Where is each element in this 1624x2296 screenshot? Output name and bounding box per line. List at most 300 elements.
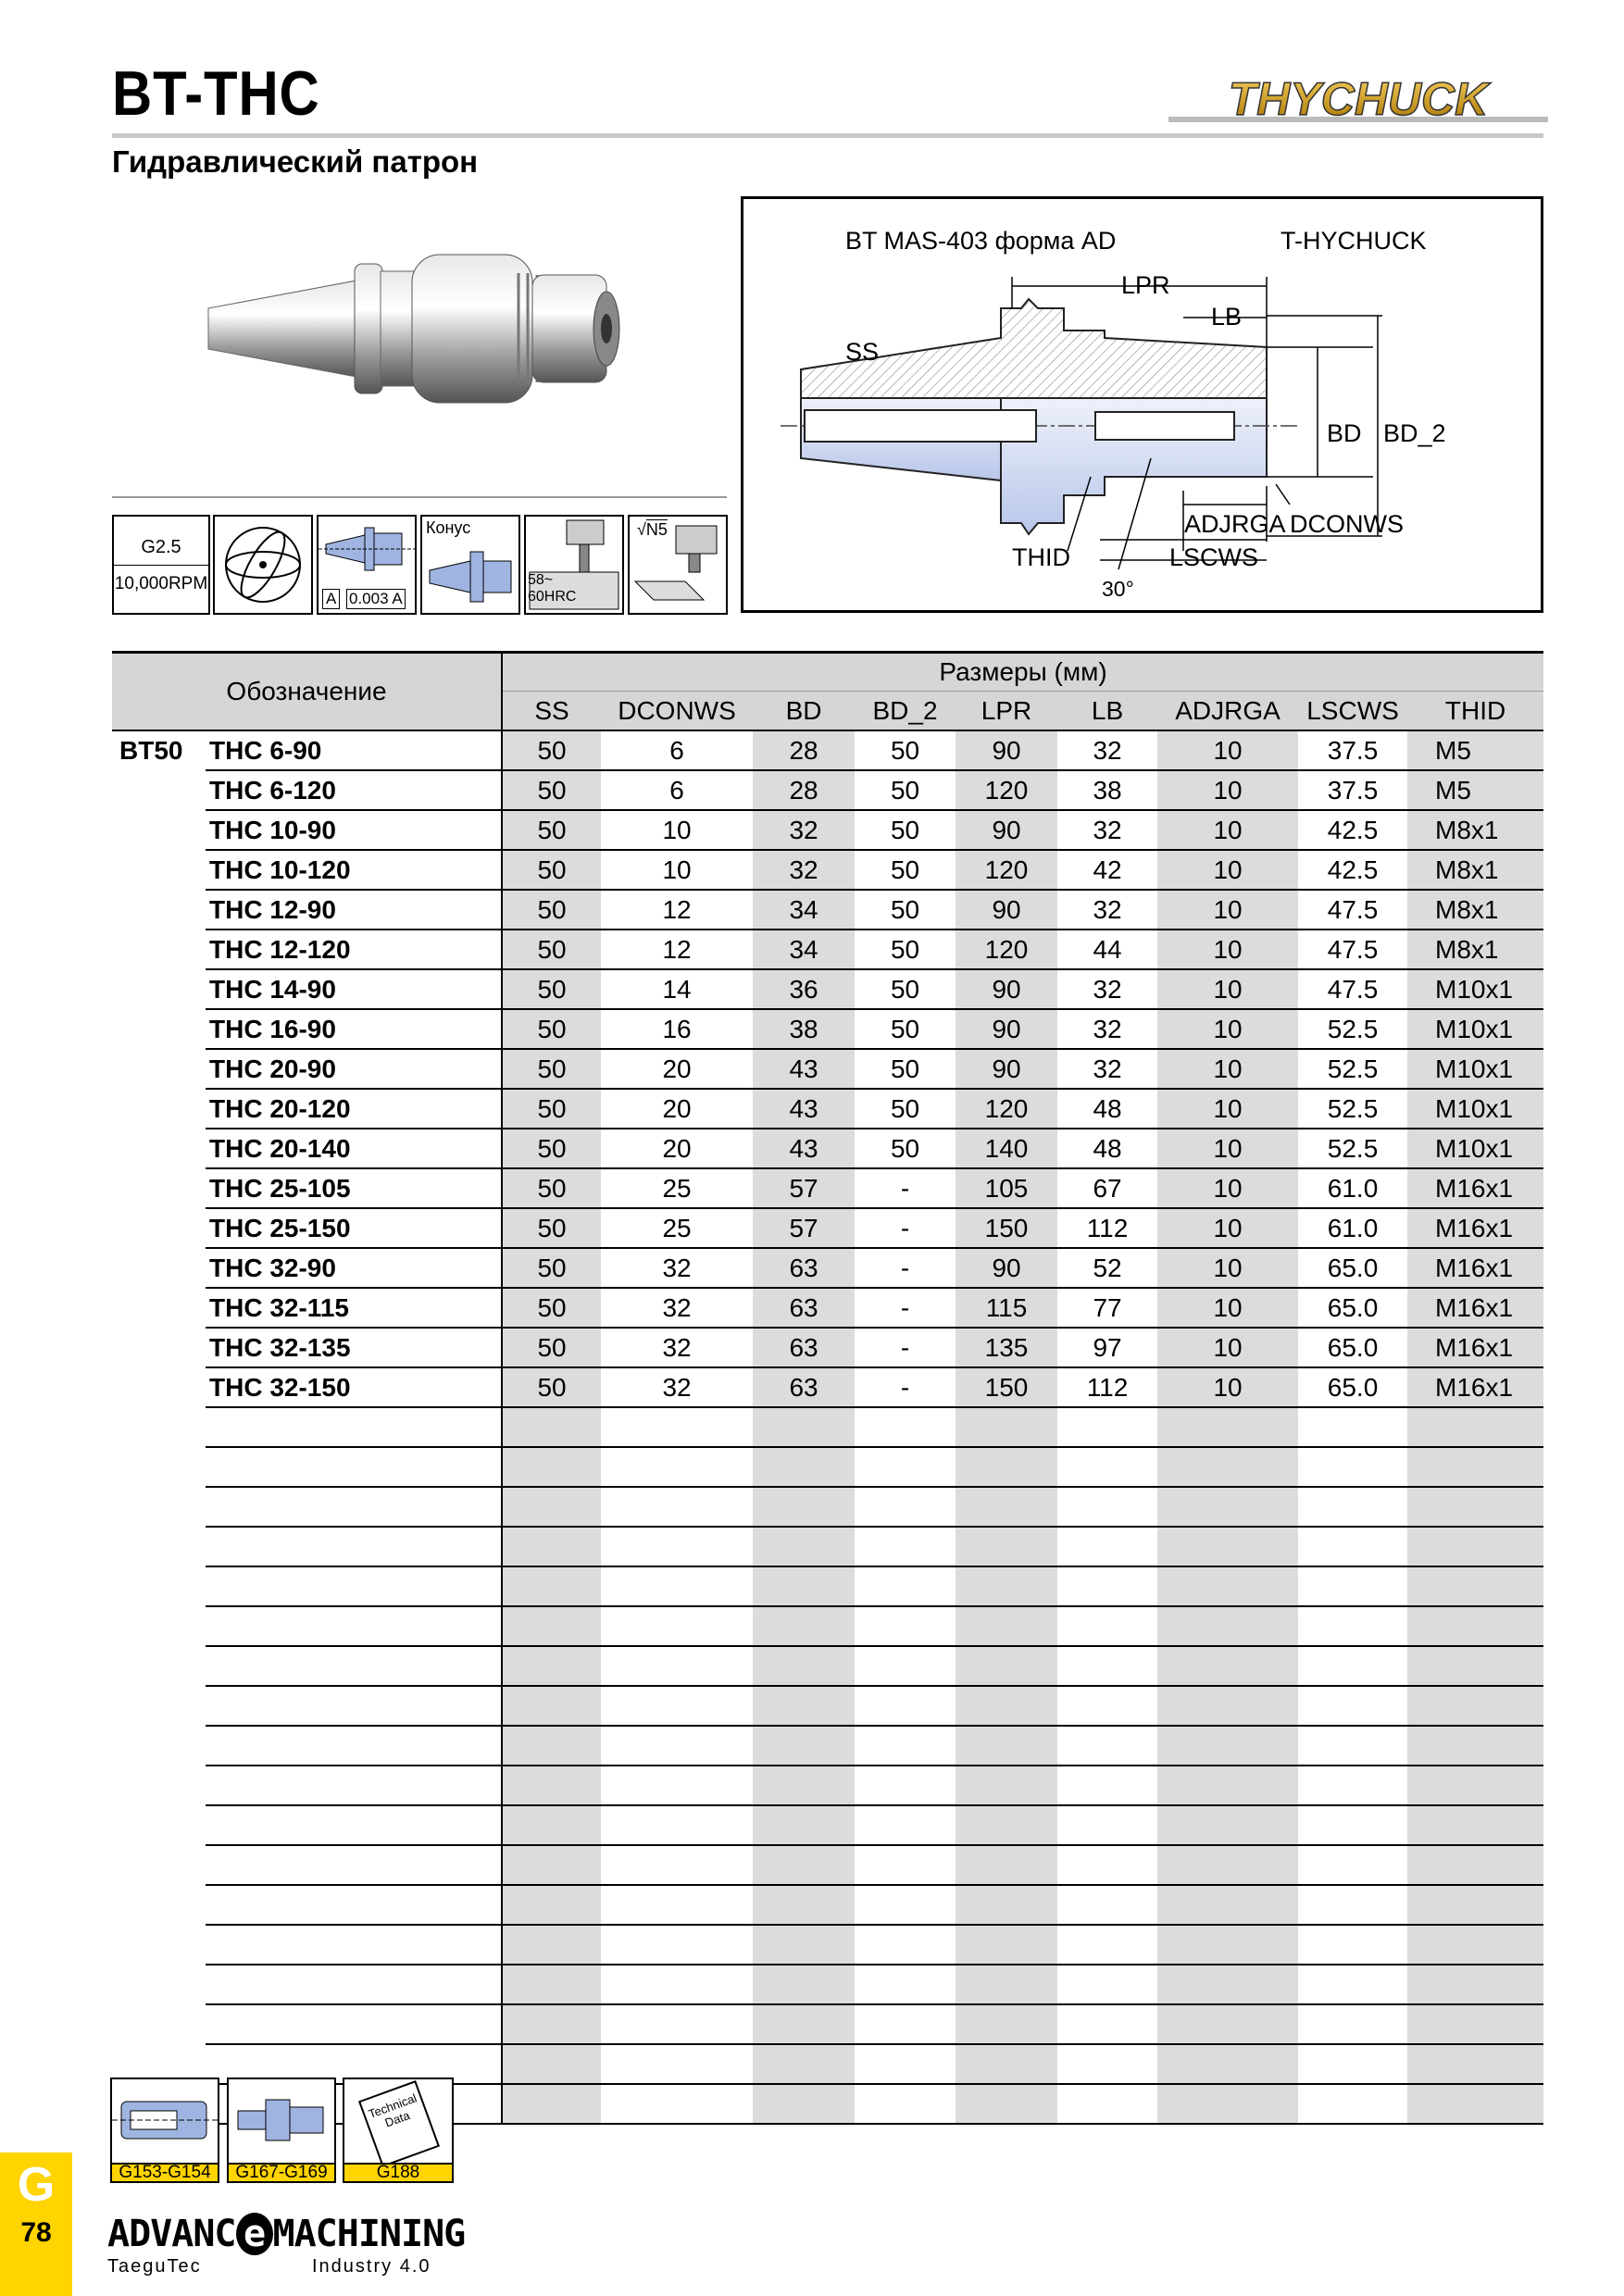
cell-bd_2 xyxy=(855,1527,956,1566)
cell-lscws xyxy=(1298,2004,1407,2044)
designation-cell: THC 20-90 xyxy=(206,1049,502,1089)
cell-bd: 32 xyxy=(753,850,855,890)
cell-ss xyxy=(502,2004,601,2044)
cell-bd_2 xyxy=(855,1606,956,1646)
cell-bd_2: - xyxy=(855,1248,956,1288)
cell-bd_2 xyxy=(855,2044,956,2084)
designation-cell xyxy=(206,1527,502,1566)
cell-adjrga xyxy=(1157,1686,1298,1726)
group-cell xyxy=(112,1527,206,1566)
group-cell: BT50 xyxy=(119,736,183,765)
cell-lpr: 140 xyxy=(956,1129,1057,1168)
group-cell xyxy=(112,1208,206,1248)
table-row xyxy=(112,730,1543,770)
table-row xyxy=(112,1248,1543,1288)
group-cell xyxy=(112,1288,206,1328)
cell-bd_2 xyxy=(855,1885,956,1925)
balance-grade: G2.5 xyxy=(141,537,181,557)
cell-bd xyxy=(753,1646,855,1686)
designation-cell xyxy=(206,1925,502,1965)
cell-ss xyxy=(502,1407,601,1447)
title-divider xyxy=(112,133,1543,138)
cell-lscws xyxy=(1298,1487,1407,1527)
cell-bd xyxy=(753,2004,855,2044)
group-cell xyxy=(112,890,206,930)
table-row xyxy=(112,1925,1543,1965)
cell-lpr: 120 xyxy=(956,1089,1057,1129)
cell-lpr xyxy=(956,1805,1057,1845)
cell-dconws: 25 xyxy=(601,1208,753,1248)
cell-bd_2: 50 xyxy=(855,969,956,1009)
group-cell xyxy=(112,1447,206,1487)
cell-adjrga: 10 xyxy=(1157,1248,1298,1288)
cell-lb: 112 xyxy=(1057,1367,1157,1407)
dim-lpr: LPR xyxy=(1121,271,1170,299)
column-header-adjrga: ADJRGA xyxy=(1157,692,1298,731)
cell-ss: 50 xyxy=(502,1248,601,1288)
cell-adjrga xyxy=(1157,1527,1298,1566)
cell-adjrga xyxy=(1157,2044,1298,2084)
column-header-ss: SS xyxy=(502,692,601,731)
cell-dconws xyxy=(601,1925,753,1965)
cell-adjrga: 10 xyxy=(1157,969,1298,1009)
cell-lpr: 90 xyxy=(956,1009,1057,1049)
cell-lscws xyxy=(1298,1885,1407,1925)
technical-data-label: Technical Data xyxy=(358,2080,440,2167)
cell-ss: 50 xyxy=(502,1367,601,1407)
cell-lpr: 150 xyxy=(956,1208,1057,1248)
group-cell xyxy=(112,1407,206,1447)
cell-dconws xyxy=(601,2004,753,2044)
cell-thid xyxy=(1407,1527,1543,1566)
cell-thid: M5 xyxy=(1407,730,1543,770)
cell-thid: M16x1 xyxy=(1407,1168,1543,1208)
table-row xyxy=(112,1845,1543,1885)
cell-bd xyxy=(753,1766,855,1805)
cell-bd: 38 xyxy=(753,1009,855,1049)
cell-lscws xyxy=(1298,2044,1407,2084)
cell-thid xyxy=(1407,1407,1543,1447)
cell-thid: M16x1 xyxy=(1407,1367,1543,1407)
cell-ss: 50 xyxy=(502,770,601,810)
cell-lpr xyxy=(956,1925,1057,1965)
cell-lb: 32 xyxy=(1057,1049,1157,1089)
cell-bd_2: 50 xyxy=(855,810,956,850)
cell-dconws xyxy=(601,1646,753,1686)
group-cell xyxy=(112,1248,206,1288)
cell-bd_2: - xyxy=(855,1288,956,1328)
cell-bd: 36 xyxy=(753,969,855,1009)
cell-dconws xyxy=(601,1766,753,1805)
cell-dconws xyxy=(601,1885,753,1925)
cell-lb xyxy=(1057,1407,1157,1447)
designation-cell xyxy=(206,1606,502,1646)
cell-lpr xyxy=(956,1447,1057,1487)
cell-lpr xyxy=(956,1566,1057,1606)
runout-value: 0.003 xyxy=(349,590,389,607)
cell-adjrga xyxy=(1157,1766,1298,1805)
cell-dconws xyxy=(601,1845,753,1885)
cell-dconws: 20 xyxy=(601,1129,753,1168)
table-row xyxy=(112,1646,1543,1686)
cell-thid: M8x1 xyxy=(1407,930,1543,969)
table-row xyxy=(112,1965,1543,2004)
cell-ss: 50 xyxy=(502,1288,601,1328)
cell-thid: M8x1 xyxy=(1407,850,1543,890)
cell-bd_2: 50 xyxy=(855,930,956,969)
cell-bd xyxy=(753,1925,855,1965)
group-cell xyxy=(112,810,206,850)
cell-dconws xyxy=(601,1487,753,1527)
cell-lb: 97 xyxy=(1057,1328,1157,1367)
cell-ss xyxy=(502,1646,601,1686)
cell-bd_2: 50 xyxy=(855,1009,956,1049)
cell-lpr xyxy=(956,1686,1057,1726)
table-row xyxy=(112,2004,1543,2044)
brand-e: e xyxy=(236,2213,273,2255)
balance-icon xyxy=(112,515,210,615)
group-cell xyxy=(112,1129,206,1168)
cell-adjrga xyxy=(1157,1885,1298,1925)
cell-thid xyxy=(1407,2044,1543,2084)
cell-thid: M8x1 xyxy=(1407,810,1543,850)
brand-tagline: Industry 4.0 xyxy=(312,2256,431,2277)
table-row xyxy=(112,1208,1543,1248)
cell-lb: 38 xyxy=(1057,770,1157,810)
cell-lb xyxy=(1057,1566,1157,1606)
reference-link-1[interactable]: G153-G154 xyxy=(110,2163,219,2183)
cell-thid xyxy=(1407,1805,1543,1845)
cell-lscws xyxy=(1298,1686,1407,1726)
table-row xyxy=(112,969,1543,1009)
cell-lb: 32 xyxy=(1057,810,1157,850)
cell-adjrga xyxy=(1157,1726,1298,1766)
column-header-dconws: DCONWS xyxy=(601,692,753,731)
cell-thid: M10x1 xyxy=(1407,1089,1543,1129)
cell-lpr: 105 xyxy=(956,1168,1057,1208)
cell-lpr: 90 xyxy=(956,890,1057,930)
cell-dconws: 6 xyxy=(601,730,753,770)
table-row xyxy=(112,1129,1543,1168)
cell-lb xyxy=(1057,1527,1157,1566)
cell-ss: 50 xyxy=(502,890,601,930)
cell-dconws: 14 xyxy=(601,969,753,1009)
cell-lpr xyxy=(956,2084,1057,2124)
cell-adjrga: 10 xyxy=(1157,1168,1298,1208)
designation-cell xyxy=(206,1686,502,1726)
surface-value: N5 xyxy=(645,520,668,539)
cell-bd_2 xyxy=(855,1447,956,1487)
table-row xyxy=(112,1527,1543,1566)
group-cell xyxy=(112,1766,206,1805)
hardness-line-1: 58~ xyxy=(528,572,554,588)
cell-adjrga: 10 xyxy=(1157,930,1298,969)
group-cell xyxy=(112,1606,206,1646)
cell-lpr: 90 xyxy=(956,730,1057,770)
cell-lscws xyxy=(1298,2084,1407,2124)
cell-lb: 32 xyxy=(1057,1009,1157,1049)
cell-dconws: 20 xyxy=(601,1049,753,1089)
group-cell xyxy=(112,1726,206,1766)
cell-thid: M16x1 xyxy=(1407,1208,1543,1248)
designation-cell: THC 25-150 xyxy=(206,1208,502,1248)
cell-thid xyxy=(1407,1845,1543,1885)
cell-bd_2 xyxy=(855,1925,956,1965)
cell-dconws xyxy=(601,1447,753,1487)
cell-bd xyxy=(753,1407,855,1447)
cell-adjrga xyxy=(1157,1965,1298,2004)
designation-cell xyxy=(206,1566,502,1606)
cell-adjrga xyxy=(1157,2084,1298,2124)
cell-bd_2 xyxy=(855,1845,956,1885)
cell-ss xyxy=(502,1726,601,1766)
cell-lb: 42 xyxy=(1057,850,1157,890)
cell-ss xyxy=(502,1566,601,1606)
cell-dconws: 16 xyxy=(601,1009,753,1049)
group-cell xyxy=(112,1885,206,1925)
cell-thid xyxy=(1407,2084,1543,2124)
cell-adjrga xyxy=(1157,1606,1298,1646)
cell-dconws xyxy=(601,1527,753,1566)
cell-dconws xyxy=(601,1606,753,1646)
table-row xyxy=(112,1606,1543,1646)
designation-cell xyxy=(206,1447,502,1487)
thychuck-logo xyxy=(1168,74,1548,133)
cell-lb: 32 xyxy=(1057,969,1157,1009)
cell-ss: 50 xyxy=(502,730,601,770)
cell-dconws: 20 xyxy=(601,1089,753,1129)
technical-drawing xyxy=(741,196,1543,613)
cell-lscws: 52.5 xyxy=(1298,1089,1407,1129)
cell-lb: 48 xyxy=(1057,1089,1157,1129)
cell-ss: 50 xyxy=(502,1168,601,1208)
cell-bd_2 xyxy=(855,1766,956,1805)
cell-ss: 50 xyxy=(502,930,601,969)
reference-link-2[interactable]: G167-G169 xyxy=(227,2163,336,2183)
cell-dconws xyxy=(601,2084,753,2124)
cell-ss: 50 xyxy=(502,1089,601,1129)
group-cell xyxy=(112,850,206,890)
cell-lscws: 65.0 xyxy=(1298,1248,1407,1288)
cell-lpr xyxy=(956,1646,1057,1686)
cell-bd_2 xyxy=(855,1965,956,2004)
cell-bd_2: - xyxy=(855,1328,956,1367)
designation-cell xyxy=(206,1845,502,1885)
cell-bd: 57 xyxy=(753,1208,855,1248)
cell-ss xyxy=(502,2044,601,2084)
dim-lb: LB xyxy=(1211,303,1243,331)
page-title: BT-THC xyxy=(112,58,320,129)
cell-ss xyxy=(502,1805,601,1845)
cell-ss xyxy=(502,1527,601,1566)
cell-lscws xyxy=(1298,1805,1407,1845)
group-cell xyxy=(112,1965,206,2004)
standard-label: BT MAS-403 форма AD xyxy=(845,227,1117,255)
section-letter: G xyxy=(17,2158,56,2212)
cell-bd: 32 xyxy=(753,810,855,850)
cell-lb xyxy=(1057,1845,1157,1885)
group-cell xyxy=(112,1805,206,1845)
cell-bd_2 xyxy=(855,2004,956,2044)
cell-dconws xyxy=(601,1965,753,2004)
cell-lpr: 135 xyxy=(956,1328,1057,1367)
cell-lpr: 90 xyxy=(956,810,1057,850)
cell-lscws xyxy=(1298,1447,1407,1487)
cell-adjrga xyxy=(1157,1805,1298,1845)
cell-bd xyxy=(753,1805,855,1845)
dimensions-body xyxy=(112,730,1543,2124)
cell-ss xyxy=(502,1965,601,2004)
cell-dconws: 32 xyxy=(601,1288,753,1328)
cell-lscws xyxy=(1298,1845,1407,1885)
designation-cell xyxy=(206,2004,502,2044)
designation-cell: THC 10-90 xyxy=(206,810,502,850)
cell-bd_2 xyxy=(855,1726,956,1766)
surface-finish-icon: √N5 xyxy=(628,515,728,615)
max-rpm: 10,000RPM xyxy=(114,574,208,593)
cell-lscws: 52.5 xyxy=(1298,1009,1407,1049)
cell-lpr: 90 xyxy=(956,1049,1057,1089)
cell-adjrga: 10 xyxy=(1157,730,1298,770)
cell-lpr xyxy=(956,1606,1057,1646)
cell-lscws: 65.0 xyxy=(1298,1288,1407,1328)
cell-adjrga xyxy=(1157,1845,1298,1885)
cell-dconws: 12 xyxy=(601,890,753,930)
taper-icon xyxy=(420,515,520,615)
brand-left: ADVANC xyxy=(107,2213,236,2255)
cell-lb xyxy=(1057,1646,1157,1686)
cell-thid xyxy=(1407,1885,1543,1925)
table-row xyxy=(112,1049,1543,1089)
cell-ss: 50 xyxy=(502,850,601,890)
cell-thid: M10x1 xyxy=(1407,1049,1543,1089)
cell-bd xyxy=(753,1726,855,1766)
cell-lpr: 120 xyxy=(956,850,1057,890)
cell-ss: 50 xyxy=(502,810,601,850)
group-cell xyxy=(112,1168,206,1208)
cell-dconws: 6 xyxy=(601,770,753,810)
photo-divider xyxy=(112,496,727,498)
table-row xyxy=(112,1168,1543,1208)
brand-company: TaeguTec xyxy=(107,2256,202,2277)
cell-lpr xyxy=(956,1407,1057,1447)
dim-lscws: LSCWS xyxy=(1169,543,1259,571)
group-cell xyxy=(112,1009,206,1049)
cell-lb xyxy=(1057,2084,1157,2124)
cell-ss xyxy=(502,2084,601,2124)
cell-bd_2 xyxy=(855,2084,956,2124)
designation-header: Обозначение xyxy=(112,653,502,731)
cell-lpr: 150 xyxy=(956,1367,1057,1407)
cell-bd: 57 xyxy=(753,1168,855,1208)
page-number: 78 xyxy=(20,2217,52,2248)
cell-thid: M5 xyxy=(1407,770,1543,810)
cell-bd xyxy=(753,1527,855,1566)
dimensions-header: Размеры (мм) xyxy=(502,653,1543,692)
designation-cell xyxy=(206,1805,502,1845)
cell-bd xyxy=(753,1965,855,2004)
product-photo xyxy=(199,236,634,421)
cell-bd: 28 xyxy=(753,770,855,810)
cell-bd_2: 50 xyxy=(855,850,956,890)
cell-thid: M10x1 xyxy=(1407,1009,1543,1049)
group-cell xyxy=(112,1925,206,1965)
cell-dconws xyxy=(601,1686,753,1726)
table-row xyxy=(112,850,1543,890)
cell-adjrga: 10 xyxy=(1157,770,1298,810)
column-header-thid: THID xyxy=(1407,692,1543,731)
cell-adjrga: 10 xyxy=(1157,1089,1298,1129)
cell-lb xyxy=(1057,1885,1157,1925)
cell-ss: 50 xyxy=(502,1129,601,1168)
brand-right: MACHINING xyxy=(272,2213,466,2255)
cell-bd_2 xyxy=(855,1646,956,1686)
hardness-line-2: 60HRC xyxy=(528,589,577,605)
cell-lb xyxy=(1057,1447,1157,1487)
cell-thid xyxy=(1407,1487,1543,1527)
cell-lb xyxy=(1057,1925,1157,1965)
table-row xyxy=(112,1447,1543,1487)
cell-ss xyxy=(502,1885,601,1925)
cell-dconws xyxy=(601,1805,753,1845)
cell-dconws: 32 xyxy=(601,1248,753,1288)
table-row xyxy=(112,1328,1543,1367)
designation-cell: THC 6-90 xyxy=(206,730,502,770)
designation-cell: THC 12-120 xyxy=(206,930,502,969)
cell-ss: 50 xyxy=(502,1009,601,1049)
table-row xyxy=(112,890,1543,930)
table-row xyxy=(112,1766,1543,1805)
cell-bd: 43 xyxy=(753,1049,855,1089)
group-cell xyxy=(112,1367,206,1407)
table-row xyxy=(112,1407,1543,1447)
cell-ss xyxy=(502,1766,601,1805)
dimensions-table xyxy=(112,651,1543,2125)
taper-label: Конус xyxy=(426,518,471,537)
cell-bd_2: 50 xyxy=(855,1089,956,1129)
designation-cell xyxy=(206,1726,502,1766)
cell-lpr: 115 xyxy=(956,1288,1057,1328)
cell-bd_2: 50 xyxy=(855,770,956,810)
cell-lb xyxy=(1057,1606,1157,1646)
cell-lb xyxy=(1057,1686,1157,1726)
cell-adjrga xyxy=(1157,2004,1298,2044)
rotation-icon xyxy=(213,515,313,615)
cell-bd xyxy=(753,1566,855,1606)
cell-lscws xyxy=(1298,1606,1407,1646)
cell-bd xyxy=(753,1885,855,1925)
hardness-icon xyxy=(524,515,624,615)
cell-lb: 32 xyxy=(1057,730,1157,770)
cell-lpr: 90 xyxy=(956,1248,1057,1288)
cell-ss xyxy=(502,1447,601,1487)
cell-adjrga: 10 xyxy=(1157,1208,1298,1248)
cell-adjrga: 10 xyxy=(1157,850,1298,890)
cell-adjrga: 10 xyxy=(1157,1288,1298,1328)
cell-lscws: 65.0 xyxy=(1298,1328,1407,1367)
reference-link-3[interactable]: G188 xyxy=(343,2163,454,2183)
cell-bd_2: - xyxy=(855,1208,956,1248)
cell-lscws: 47.5 xyxy=(1298,969,1407,1009)
cell-thid: M8x1 xyxy=(1407,890,1543,930)
cell-bd xyxy=(753,2044,855,2084)
table-row xyxy=(112,1805,1543,1845)
cell-lb xyxy=(1057,1487,1157,1527)
cell-lpr xyxy=(956,1527,1057,1566)
dim-bd-2: BD_2 xyxy=(1383,419,1446,447)
cell-bd_2 xyxy=(855,1407,956,1447)
cell-bd: 28 xyxy=(753,730,855,770)
